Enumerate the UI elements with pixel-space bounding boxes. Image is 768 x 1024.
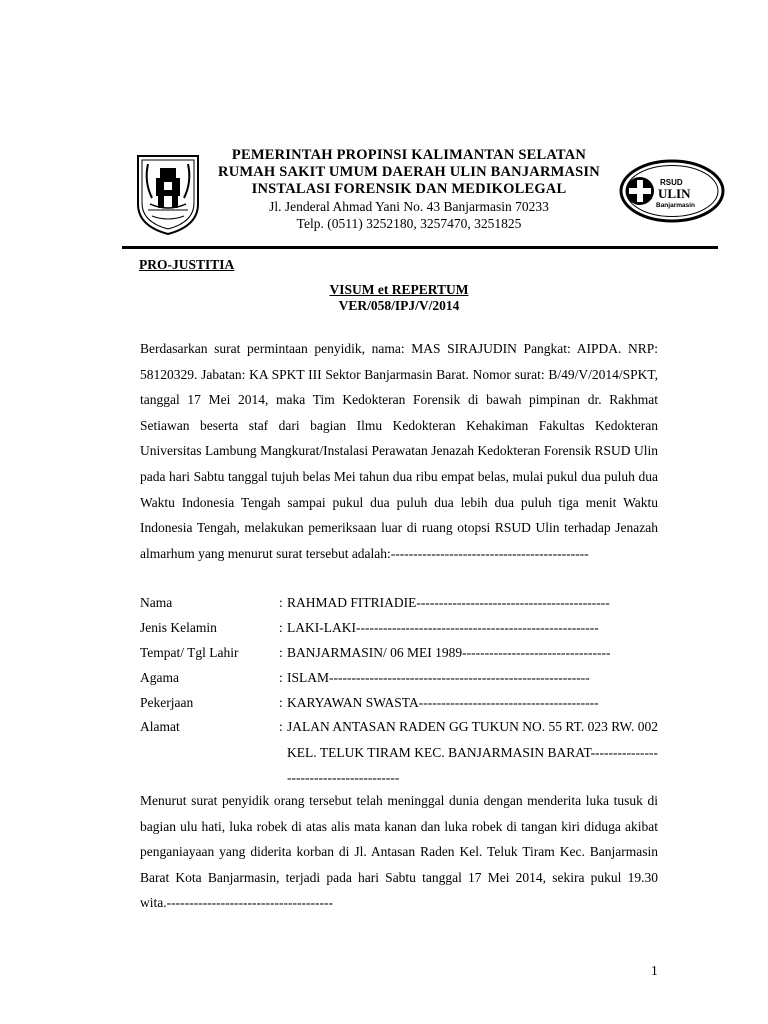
intro-dashes: -------------------------------------------- — [390, 545, 589, 561]
identity-label: Alamat — [140, 719, 180, 734]
logo-text-city: Banjarmasin — [656, 202, 696, 209]
letterhead — [190, 147, 628, 232]
identity-dashes: ---------------------------------------- — [287, 744, 658, 785]
header-address: Jl. Jenderal Ahmad Yani No. 43 Banjarmasin 70233 — [269, 199, 549, 214]
identity-label: Jenis Kelamin — [140, 620, 217, 635]
identity-value-text: JALAN ANTASAN RADEN GG TUKUN NO. 55 RT. 023 RW. 002 KEL. TELUK TIRAM KEC. BANJARMASIN BARAT — [287, 719, 658, 760]
page-number: 1 — [651, 963, 658, 978]
identity-colon: : — [279, 645, 283, 660]
identity-dashes: ------------------------------------------- — [416, 595, 610, 610]
document-title: VISUM et REPERTUM — [329, 282, 469, 297]
identity-value — [287, 665, 658, 690]
identity-colon: : — [279, 670, 283, 685]
intro-text: Berdasarkan surat permintaan penyidik, nama: MAS SIRAJUDIN Pangkat: AIPDA. NRP: 58120329. Jabatan: KA SPKT III Sektor Banjarmasin Barat. Nomor surat: B/49/V/2014/SPKT, tanggal 17 Mei 2014, maka Tim Kedokteran Forensik di bawah pimpinan dr. Rakhmat Setiawan beserta staf dari bagian Ilmu Kedokteran Kehakiman Fakultas Kedokteran Universitas Lambung Mangkurat/Instalasi Perawatan Jenazah Kedokteran Forensik RSUD Ulin pada hari Sabtu tanggal tujuh belas Mei tahun dua ribu empat belas, mulai pukul dua puluh dua Waktu Indonesia Tengah sampai pukul dua puluh dua lebih dua puluh tiga menit Waktu Indonesia Tengah, melakukan pemeriksaan luar di ruang otopsi RSUD Ulin terhadap Jenazah almarhum yang menurut surat tersebut adalah: — [140, 341, 658, 561]
header-hospital-line: RUMAH SAKIT UMUM DAERAH ULIN BANJARMASIN — [218, 164, 600, 180]
closing-dashes: ------------------------------------- — [166, 895, 333, 911]
intro-paragraph — [140, 336, 658, 566]
identity-value — [287, 640, 658, 665]
identity-value — [287, 690, 658, 715]
pro-justitia-label: PRO-JUSTITIA — [139, 257, 235, 272]
identity-dashes: ---------------------------------------- — [418, 695, 599, 710]
identity-value — [287, 714, 658, 791]
identity-label: Pekerjaan — [140, 695, 194, 710]
identity-colon: : — [279, 595, 283, 610]
identity-value-text: LAKI-LAKI — [287, 620, 356, 635]
identity-colon: : — [279, 719, 283, 734]
identity-label: Nama — [140, 595, 173, 610]
identity-label: Agama — [140, 670, 179, 685]
header-phone: Telp. (0511) 3252180, 3257470, 3251825 — [296, 216, 522, 231]
identity-dashes: ------------------------------------------------------ — [355, 620, 599, 635]
identity-dashes: ---------------------------------------------------------- — [329, 670, 590, 685]
closing-text: Menurut surat penyidik orang tersebut telah meninggal dunia dengan menderita luka tusuk di bagian ulu hati, luka robek di atas alis mata kanan dan luka robek di tangan kiri diduga akibat penganiayaan yang diderita korban di Jl. Antasan Raden Kel. Teluk Tiram Kec. Banjarmasin Barat Kota Banjarmasin, terjadi pada hari Sabtu tanggal 17 Mei 2014, sekira pukul 19.30 wita. — [140, 793, 658, 911]
identity-label: Tempat/ Tgl Lahir — [140, 645, 239, 660]
identity-value-text: RAHMAD FITRIADIE — [287, 595, 417, 610]
identity-value-text: BANJARMASIN/ 06 MEI 1989 — [287, 645, 463, 660]
logo-text-rsud: RSUD — [660, 178, 683, 187]
identity-value — [287, 615, 658, 640]
letterhead-rule — [122, 246, 718, 249]
identity-dashes: --------------------------------- — [462, 645, 611, 660]
identity-value-text: KARYAWAN SWASTA — [287, 695, 419, 710]
rsud-ulin-logo-icon — [618, 158, 726, 224]
identity-value-text: ISLAM — [287, 670, 330, 685]
closing-paragraph — [140, 788, 658, 916]
header-department-line: INSTALASI FORENSIK DAN MEDIKOLEGAL — [251, 181, 567, 197]
header-government-line: PEMERINTAH PROPINSI KALIMANTAN SELATAN — [231, 147, 587, 163]
document-number: VER/058/IPJ/V/2014 — [338, 298, 460, 313]
identity-value — [287, 590, 658, 615]
identity-colon: : — [279, 695, 283, 710]
identity-colon: : — [279, 620, 283, 635]
logo-text-ulin: ULIN — [658, 186, 691, 201]
